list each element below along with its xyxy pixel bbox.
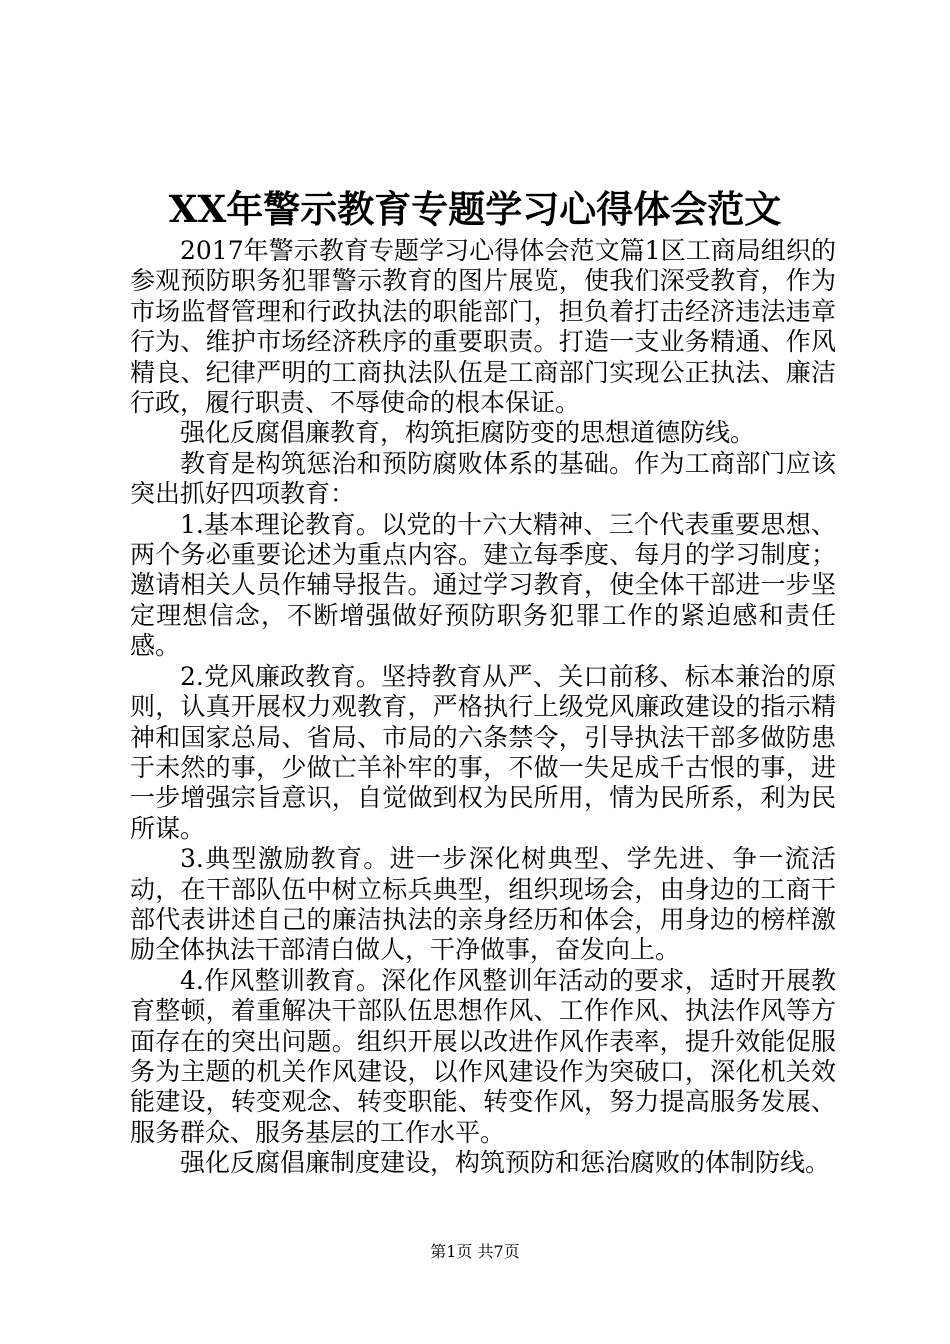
page-footer: 第1页 共7页 bbox=[430, 1242, 520, 1261]
paragraph-item-2: 2.党风廉政教育。坚持教育从严、关口前移、标本兼治的原则，认真开展权力观教育，严格执行上级党风廉政建设的指示精神和国家总局、省局、市局的六条禁令，引导执法干部多做防患于未然的事，少做亡羊补牢的事，不做一失足成千古恨的事，进一步增强宗旨意识，自觉做到权为民所用，情为民所系，利为民所谋。 bbox=[130, 661, 836, 843]
paragraph-intro: 2017年警示教育专题学习心得体会范文篇1区工商局组织的参观预防职务犯罪警示教育的图片展览，使我们深受教育，作为市场监督管理和行政执法的职能部门，担负着打击经济违法违章行为、维护市场经济秩序的重要职责。打造一支业务精通、作风精良、纪律严明的工商执法队伍是工商部门实现公正执法、廉洁行政，履行职责、不辱使命的根本保证。 bbox=[130, 236, 836, 418]
paragraph-item-3: 3.典型激励教育。进一步深化树典型、学先进、争一流活动，在干部队伍中树立标兵典型，组织现场会，由身边的工商干部代表讲述自己的廉洁执法的亲身经历和体会，用身边的榜样激励全体执法干部清白做人，干净做事，奋发向上。 bbox=[130, 844, 836, 965]
paragraph-heading-system: 强化反腐倡廉制度建设，构筑预防和惩治腐败的体制防线。 bbox=[180, 1148, 831, 1178]
document-title: XX年警示教育专题学习心得体会范文 bbox=[168, 187, 782, 231]
paragraph-heading-education: 强化反腐倡廉教育，构筑拒腐防变的思想道德防线。 bbox=[180, 418, 756, 448]
paragraph-item-4: 4.作风整训教育。深化作风整训年活动的要求，适时开展教育整顿，着重解决干部队伍思想作风、工作作风、执法作风等方面存在的突出问题。组织开展以改进作风作表率，提升效能促服务为主题的机关作风建设，以作风建设作为突破口，深化机关效能建设，转变观念、转变职能、转变作风，努力提高服务发展、服务群众、服务基层的工作水平。 bbox=[130, 965, 836, 1147]
paragraph-four-educations: 教育是构筑惩治和预防腐败体系的基础。作为工商部门应该突出抓好四项教育： bbox=[130, 448, 836, 509]
paragraph-item-1: 1.基本理论教育。以党的十六大精神、三个代表重要思想、两个务必重要论述为重点内容。建立每季度、每月的学习制度；邀请相关人员作辅导报告。通过学习教育，使全体干部进一步坚定理想信念，不断增强做好预防职务犯罪工作的紧迫感和责任感。 bbox=[130, 509, 836, 661]
document-body bbox=[130, 236, 836, 1179]
